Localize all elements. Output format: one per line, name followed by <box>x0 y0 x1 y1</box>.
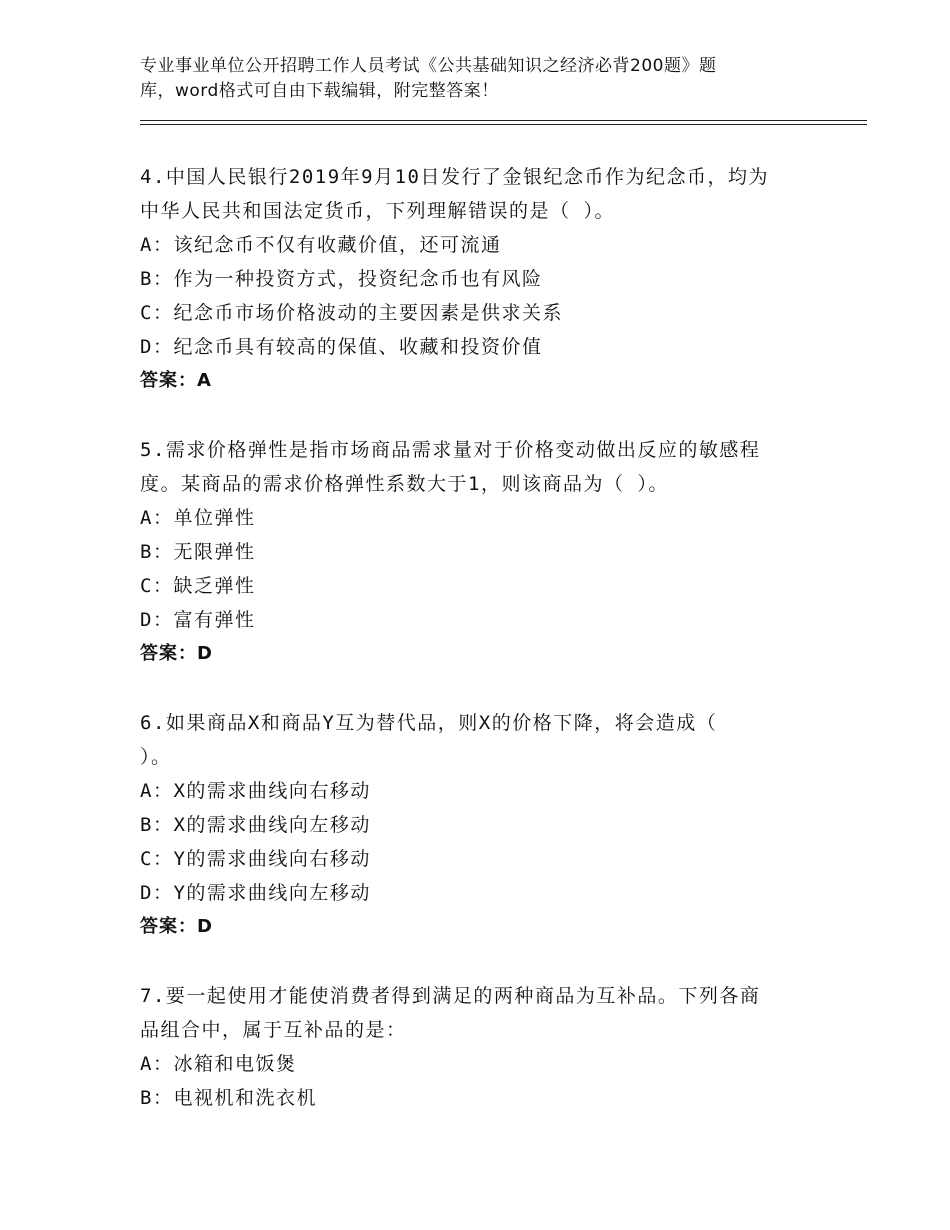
option-a: A：X的需求曲线向右移动 <box>140 780 371 802</box>
question-stem-line: 度。某商品的需求价格弹性系数大于1，则该商品为（ ）。 <box>140 473 669 495</box>
option-a: A：冰箱和电饭煲 <box>140 1053 297 1075</box>
question-stem-line: 中华人民共和国法定货币，下列理解错误的是（ ）。 <box>140 200 615 222</box>
header-divider-bottom <box>140 124 867 125</box>
question-stem-line: 6.如果商品X和商品Y互为替代品，则X的价格下降，将会造成（ <box>140 712 718 734</box>
document-header <box>140 54 780 104</box>
option-a: A：单位弹性 <box>140 507 256 529</box>
question-4 <box>140 160 820 398</box>
header-divider-top <box>140 120 867 121</box>
answer: 答案：D <box>140 643 213 664</box>
header-line-2: 库，word格式可自由下载编辑，附完整答案！ <box>140 81 499 101</box>
option-c: C：Y的需求曲线向右移动 <box>140 848 371 870</box>
answer: 答案：D <box>140 916 213 937</box>
question-7 <box>140 979 820 1115</box>
question-5 <box>140 433 820 671</box>
question-stem-line: 4.中国人民银行2019年9月10日发行了金银纪念币作为纪念币，均为 <box>140 166 769 188</box>
question-stem-line: ）。 <box>140 746 172 768</box>
question-stem-line: 品组合中，属于互补品的是： <box>140 1019 407 1041</box>
question-6 <box>140 706 820 944</box>
option-b: B：X的需求曲线向左移动 <box>140 814 371 836</box>
option-b: B：作为一种投资方式，投资纪念币也有风险 <box>140 268 543 290</box>
answer: 答案：A <box>140 370 212 391</box>
option-d: D：富有弹性 <box>140 609 256 631</box>
option-b: B：电视机和洗衣机 <box>140 1087 317 1109</box>
option-b: B：无限弹性 <box>140 541 256 563</box>
option-d: D：纪念币具有较高的保值、收藏和投资价值 <box>140 336 543 358</box>
option-c: C：纪念币市场价格波动的主要因素是供求关系 <box>140 302 563 324</box>
header-line-1: 专业事业单位公开招聘工作人员考试《公共基础知识之经济必背200题》题 <box>140 56 717 76</box>
question-stem-line: 5.需求价格弹性是指市场商品需求量对于价格变动做出反应的敏感程 <box>140 439 761 461</box>
option-c: C：缺乏弹性 <box>140 575 256 597</box>
option-d: D：Y的需求曲线向左移动 <box>140 882 371 904</box>
question-stem-line: 7.要一起使用才能使消费者得到满足的两种商品为互补品。下列各商 <box>140 985 761 1007</box>
option-a: A：该纪念币不仅有收藏价值，还可流通 <box>140 234 502 256</box>
